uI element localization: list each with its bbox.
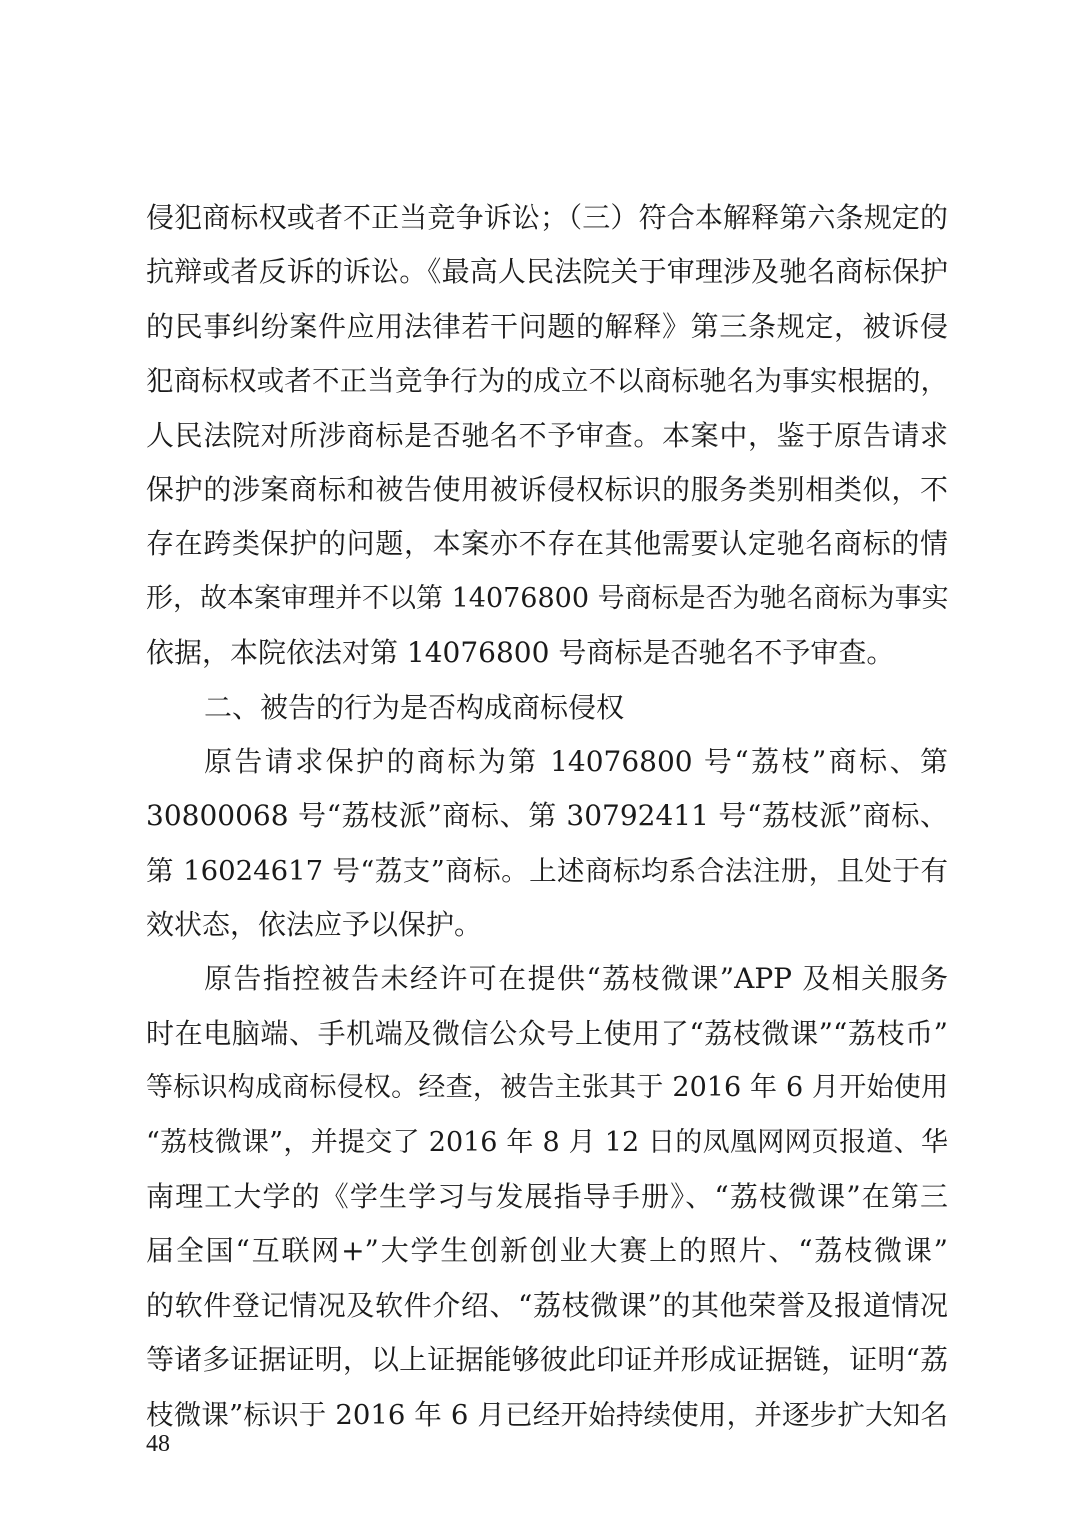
text-line: 抗辩或者反诉的诉讼。《最高人民法院关于审理涉及驰名商标保护	[146, 255, 948, 289]
section-heading: 二、被告的行为是否构成商标侵权	[204, 690, 625, 724]
text-line: 效状态，依法应予以保护。	[146, 908, 483, 942]
text-line: 形，故本案审理并不以第 14076800 号商标是否为驰名商标为事实	[146, 582, 949, 614]
text-line: 等标识构成商标侵权。经查，被告主张其于 2016 年 6 月开始使用	[146, 1072, 948, 1104]
text-line: 届全国“互联网+”大学生创新创业大赛上的照片、“荔枝微课”	[146, 1234, 948, 1268]
text-line: 30800068 号“荔枝派”商标、第 30792411 号“荔枝派”商标、	[146, 799, 948, 833]
text-line: 的民事纠纷案件应用法律若干问题的解释》第三条规定，被诉侵	[146, 309, 948, 343]
page-number: 48	[146, 1431, 170, 1457]
text-line: 枝微课”标识于 2016 年 6 月已经开始持续使用，并逐步扩大知名	[146, 1398, 948, 1431]
text-line: 犯商标权或者不正当竞争行为的成立不以商标驰名为事实根据的，	[146, 365, 948, 398]
text-line: “荔枝微课”，并提交了 2016 年 8 月 12 日的凤凰网网页报道、华	[146, 1126, 948, 1158]
text-line: 时在电脑端、手机端及微信公众号上使用了“荔枝微课”“荔枝币”	[146, 1016, 948, 1050]
text-line: 原告请求保护的商标为第 14076800 号“荔枝”商标、第	[204, 744, 948, 778]
text-line: 人民法院对所涉商标是否驰名不予审查。本案中，鉴于原告请求	[146, 418, 948, 452]
text-line: 南理工大学的《学生学习与发展指导手册》、“荔枝微课”在第三	[146, 1180, 948, 1214]
text-line: 第 16024617 号“荔支”商标。上述商标均系合法注册，且处于有	[146, 854, 948, 887]
text-line: 依据，本院依法对第 14076800 号商标是否驰名不予审查。	[146, 636, 895, 670]
text-line: 等诸多证据证明，以上证据能够彼此印证并形成证据链，证明“荔	[146, 1343, 948, 1377]
body-text	[146, 191, 948, 1442]
text-line: 侵犯商标权或者不正当竞争诉讼；（三）符合本解释第六条规定的	[146, 201, 948, 234]
text-line: 存在跨类保护的问题，本案亦不存在其他需要认定驰名商标的情	[146, 527, 948, 561]
text-line: 保护的涉案商标和被告使用被诉侵权标识的服务类别相类似，不	[146, 472, 948, 506]
text-line: 原告指控被告未经许可在提供“荔枝微课”APP 及相关服务	[204, 962, 948, 996]
text-line: 的软件登记情况及软件介绍、“荔枝微课”的其他荣誉及报道情况	[146, 1288, 948, 1322]
